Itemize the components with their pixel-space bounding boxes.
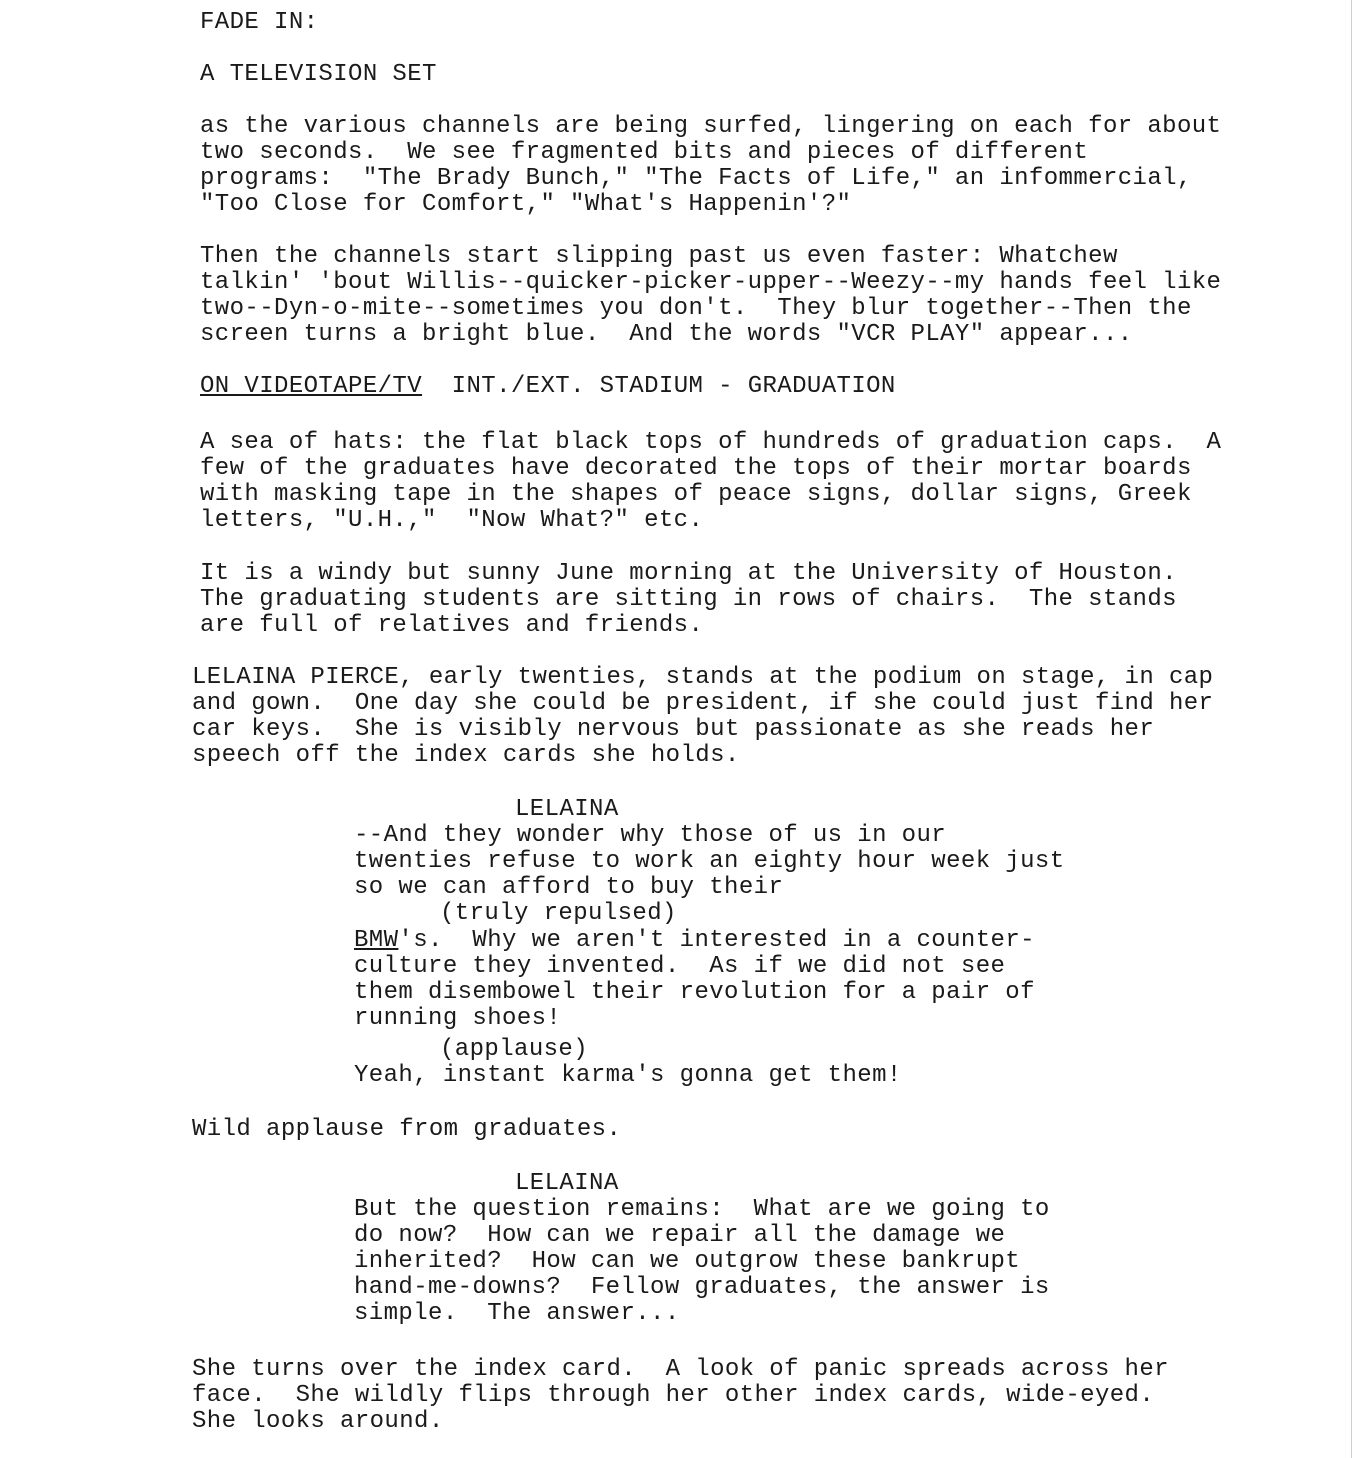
action-line: are full of relatives and friends.	[200, 612, 704, 639]
dialogue-line	[354, 928, 1035, 954]
action-line: letters, "U.H.," "Now What?" etc.	[200, 507, 704, 534]
action-line: with masking tape in the shapes of peace signs, dollar signs, Greek	[200, 481, 1192, 508]
dialogue-line: twenties refuse to work an eighty hour week just	[354, 848, 1065, 875]
scene-heading-prefix: ON VIDEOTAPE/TV	[200, 373, 423, 400]
dialogue-line: hand-me-downs? Fellow graduates, the answer is	[354, 1274, 1050, 1301]
action-line: speech off the index cards she holds.	[192, 742, 740, 769]
action-line: A sea of hats: the flat black tops of hundreds of graduation caps. A	[200, 429, 1222, 456]
action-line: She turns over the index card. A look of panic spreads across her	[192, 1356, 1169, 1383]
scene-heading-stadium-graduation	[200, 374, 896, 400]
dialogue-instant-karma: Yeah, instant karma's gonna get them!	[354, 1062, 902, 1089]
dialogue-line: do now? How can we repair all the damage we	[354, 1222, 1006, 1249]
action-line: face. She wildly flips through her other index cards, wide-eyed.	[192, 1382, 1155, 1409]
transition-fade-in: FADE IN:	[200, 9, 319, 36]
action-line: The graduating students are sitting in rows of chairs. The stands	[200, 586, 1177, 613]
action-paragraph-panic	[192, 1357, 1169, 1435]
action-line: She looks around.	[192, 1408, 444, 1435]
action-line: two seconds. We see fragmented bits and pieces of different	[200, 139, 1089, 166]
action-line: screen turns a bright blue. And the words "VCR PLAY" appear...	[200, 321, 1133, 348]
action-line: talkin' 'bout Willis--quicker-picker-upper--Weezy--my hands feel like	[200, 269, 1222, 296]
action-line: LELAINA PIERCE, early twenties, stands at the podium on stage, in cap	[192, 664, 1214, 691]
action-line: programs: "The Brady Bunch," "The Facts of Life," an infommercial,	[200, 165, 1192, 192]
action-line: Then the channels start slipping past us even faster: Whatchew	[200, 243, 1118, 270]
scene-heading-television-set: A TELEVISION SET	[200, 61, 437, 88]
action-paragraph-windy-morning	[200, 561, 1177, 639]
dialogue-block-2	[354, 1197, 1050, 1327]
dialogue-line: culture they invented. As if we did not see	[354, 953, 1006, 980]
action-line: two--Dyn-o-mite--sometimes you don't. They blur together--Then the	[200, 295, 1192, 322]
action-paragraph-channels-blur	[200, 244, 1221, 348]
parenthetical-truly-repulsed: (truly repulsed)	[440, 900, 677, 927]
action-wild-applause: Wild applause from graduates.	[192, 1116, 622, 1143]
dialogue-line-rest: 's. Why we aren't interested in a counter-	[398, 927, 1035, 954]
action-paragraph-channel-surfing	[200, 114, 1221, 218]
dialogue-line: so we can afford to buy their	[354, 874, 784, 901]
dialogue-line: running shoes!	[354, 1005, 562, 1032]
action-line: It is a windy but sunny June morning at the University of Houston.	[200, 560, 1177, 587]
dialogue-line: --And they wonder why those of us in our	[354, 822, 947, 849]
dialogue-line: But the question remains: What are we going to	[354, 1196, 1050, 1223]
scene-heading-location: INT./EXT. STADIUM - GRADUATION	[451, 373, 896, 400]
dialogue-block-1b	[354, 928, 1035, 1032]
action-paragraph-sea-of-hats	[200, 430, 1221, 534]
dialogue-line: simple. The answer...	[354, 1300, 680, 1327]
action-paragraph-lelaina-intro	[192, 665, 1213, 769]
dialogue-line: them disembowel their revolution for a pair of	[354, 979, 1035, 1006]
dialogue-block-1a	[354, 823, 1065, 901]
character-cue-lelaina-2: LELAINA	[515, 1170, 619, 1197]
action-line: "Too Close for Comfort," "What's Happenin'?"	[200, 191, 852, 218]
character-cue-lelaina: LELAINA	[515, 796, 619, 823]
dialogue-underlined-word: BMW	[354, 927, 399, 954]
page-edge-divider	[1351, 0, 1352, 1458]
action-line: few of the graduates have decorated the tops of their mortar boards	[200, 455, 1192, 482]
action-line: and gown. One day she could be president, if she could just find her	[192, 690, 1214, 717]
action-line: as the various channels are being surfed, lingering on each for about	[200, 113, 1222, 140]
parenthetical-applause: (applause)	[440, 1036, 589, 1063]
action-line: car keys. She is visibly nervous but passionate as she reads her	[192, 716, 1155, 743]
dialogue-line: inherited? How can we outgrow these bankrupt	[354, 1248, 1021, 1275]
